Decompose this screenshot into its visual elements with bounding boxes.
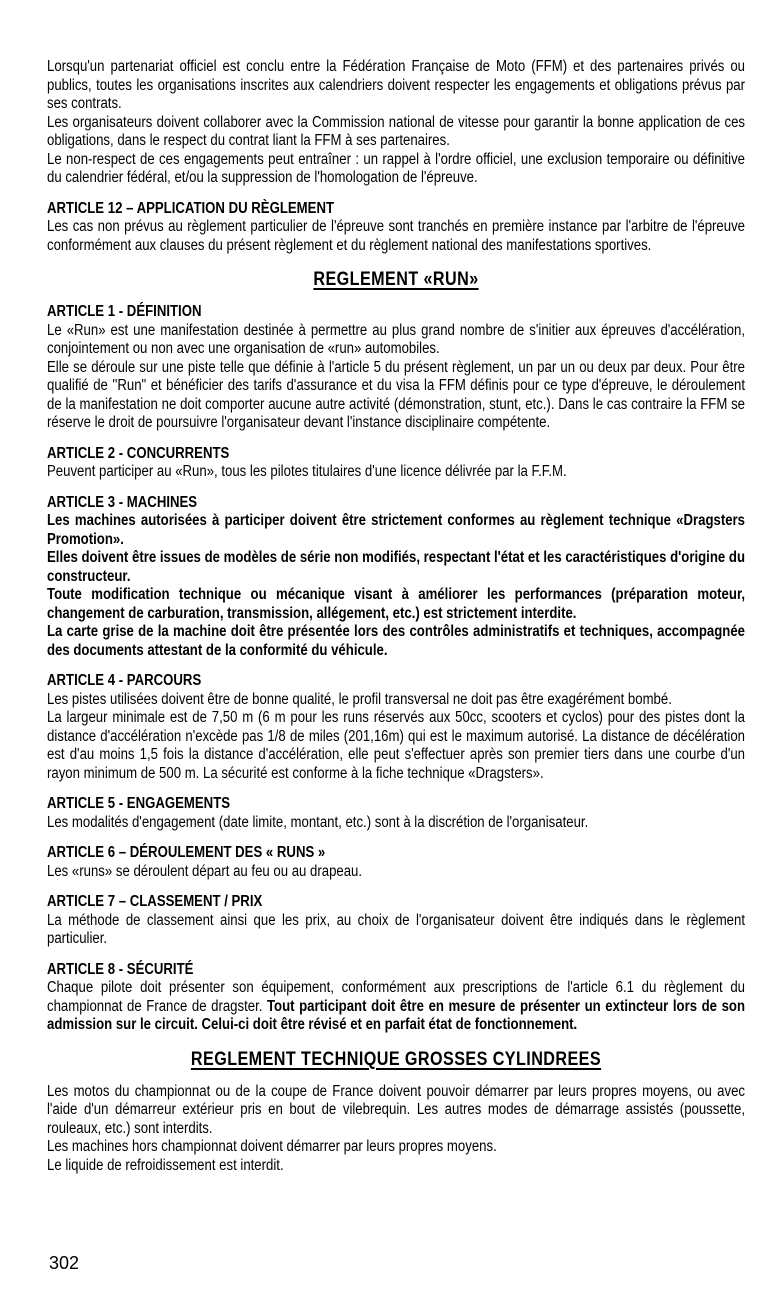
section-title-reglement-technique: REGLEMENT TECHNIQUE GROSSES CYLINDREES (190, 1048, 602, 1070)
technique-paragraph-2: Les machines hors championnat doivent démarrer par leurs propres moyens. (47, 1138, 497, 1155)
technique-paragraph-3: Le liquide de refroidissement est interdit. (47, 1156, 284, 1174)
article-1-heading: ARTICLE 1 - DÉFINITION (47, 303, 202, 320)
article-12-heading: ARTICLE 12 – APPLICATION DU RÈGLEMENT (47, 199, 335, 217)
article-7-heading: ARTICLE 7 – CLASSEMENT / PRIX (47, 893, 263, 910)
article-4-paragraph-2: La largeur minimale est de 7,50 m (6 m pour les runs réservés aux 50cc, scooters et cyclos) pour des pistes dont la distance d'accélération n'excède pas 1/8 de miles (201,16m) qui est le maximum autorisé. La distance de décélération est d'au moins 1,5 fois la distance d'accélération, elle peut s'effectuer après son premier tiers dans une courbe d'un rayon minimum de 500 m. La sécurité est conforme à la fiche technique «Dragsters». (47, 709, 746, 782)
intro-paragraph-2: Les organisateurs doivent collaborer avec la Commission national de vitesse pour garantir la bonne application de ces obligations, dans le respect du contrat liant la FFM à ses partenaires. (47, 113, 746, 149)
article-2-paragraph-1: Peuvent participer au «Run», tous les pilotes titulaires d'une licence délivrée par la F.F.M. (47, 463, 567, 480)
article-3-paragraph-1: Les machines autorisées à participer doivent être strictement conformes au règlement technique «Dragsters Promotion». (47, 512, 746, 548)
article-5-paragraph-1: Les modalités d'engagement (date limite, montant, etc.) sont à la discrétion de l'organisateur. (47, 813, 589, 831)
article-5-heading: ARTICLE 5 - ENGAGEMENTS (47, 795, 231, 812)
article-2-heading: ARTICLE 2 - CONCURRENTS (47, 444, 230, 462)
article-3-heading: ARTICLE 3 - MACHINES (47, 493, 198, 511)
section-title-reglement-run: REGLEMENT «RUN» (313, 269, 479, 290)
intro-paragraph-3: Le non-respect de ces engagements peut entraîner : un rappel à l'ordre officiel, une exclusion temporaire ou définitive du calendrier fédéral, et/ou la suppression de l'homologation de l'épreuve. (47, 150, 746, 186)
article-7-paragraph-1: La méthode de classement ainsi que les prix, au choix de l'organisateur doivent être indiqués dans le règlement particulier. (47, 911, 746, 947)
article-3-paragraph-3: Toute modification technique ou mécanique visant à améliorer les performances (préparation moteur, changement de carburation, transmission, allégement, etc.) est strictement interdite. (47, 586, 746, 622)
article-3-paragraph-2: Elles doivent être issues de modèles de série non modifiés, respectant l'état et les caractéristiques d'origine du constructeur. (47, 549, 746, 585)
page-number: 302 (49, 1253, 80, 1273)
article-8-body-bold: Tout participant doit être en mesure de présenter un extincteur lors de son admission sur le circuit. Celui-ci doit être révisé et en parfait état de fonctionnement. (47, 997, 746, 1033)
article-3-paragraph-4: La carte grise de la machine doit être présentée lors des contrôles administratifs et techniques, accompagnée des documents attestant de la conformité du véhicule. (47, 623, 746, 659)
article-12-body: Les cas non prévus au règlement particulier de l'épreuve sont tranchés en première instance par l'arbitre de l'épreuve conformément aux clauses du présent règlement et du règlement national des manifestations sportives. (47, 218, 746, 254)
article-4-heading: ARTICLE 4 - PARCOURS (47, 672, 202, 689)
article-1-paragraph-2: Elle se déroule sur une piste telle que définie à l'article 5 du présent règlement, un par un ou deux par deux. Pour être qualifié de ''Run" et bénéficier des tarifs d'assurance et du visa la FFM définis pour ce type d'épreuve, le déroulement de la manifestation ne doit comporter aucune autre activité (démonstration, stunt, etc.). Dans le cas contraire la FFM se réserve le droit de poursuivre l'organisateur devant l'instance disciplinaire compétente. (47, 358, 746, 431)
page-content (47, 58, 745, 1175)
article-1-paragraph-1: Le «Run» est une manifestation destinée à permettre au plus grand nombre de s'initier aux épreuves d'accélération, conjointement ou non avec une organisation de «run» automobiles. (47, 321, 746, 357)
intro-paragraph-1: Lorsqu'un partenariat officiel est conclu entre la Fédération Française de Moto (FFM) et des partenaires privés ou publics, toutes les organisations inscrites aux calendriers doivent respecter les engagements et obligations prévus par ses contrats. (47, 58, 746, 112)
article-8-body-normal: Chaque pilote doit présenter son équipement, conformément aux prescriptions de l'article 6.1 du règlement du championnat de France de dragster. (47, 979, 746, 1015)
article-6-heading: ARTICLE 6 – DÉROULEMENT DES « RUNS » (47, 844, 326, 861)
article-8-body (47, 979, 745, 1035)
article-6-paragraph-1: Les «runs» se déroulent départ au feu ou au drapeau. (47, 862, 363, 880)
article-4-paragraph-1: Les pistes utilisées doivent être de bonne qualité, le profil transversal ne doit pas être exagérément bombé. (47, 690, 672, 708)
technique-paragraph-1: Les motos du championnat ou de la coupe de France doivent pouvoir démarrer par leurs propres moyens, ou avec l'aide d'un démarreur extérieur pris en bout de vilebrequin. Les autres modes de démarrage assistés (poussette, rouleaux, etc.) sont interdits. (47, 1082, 746, 1137)
article-8-heading: ARTICLE 8 - SÉCURITÉ (47, 960, 194, 978)
